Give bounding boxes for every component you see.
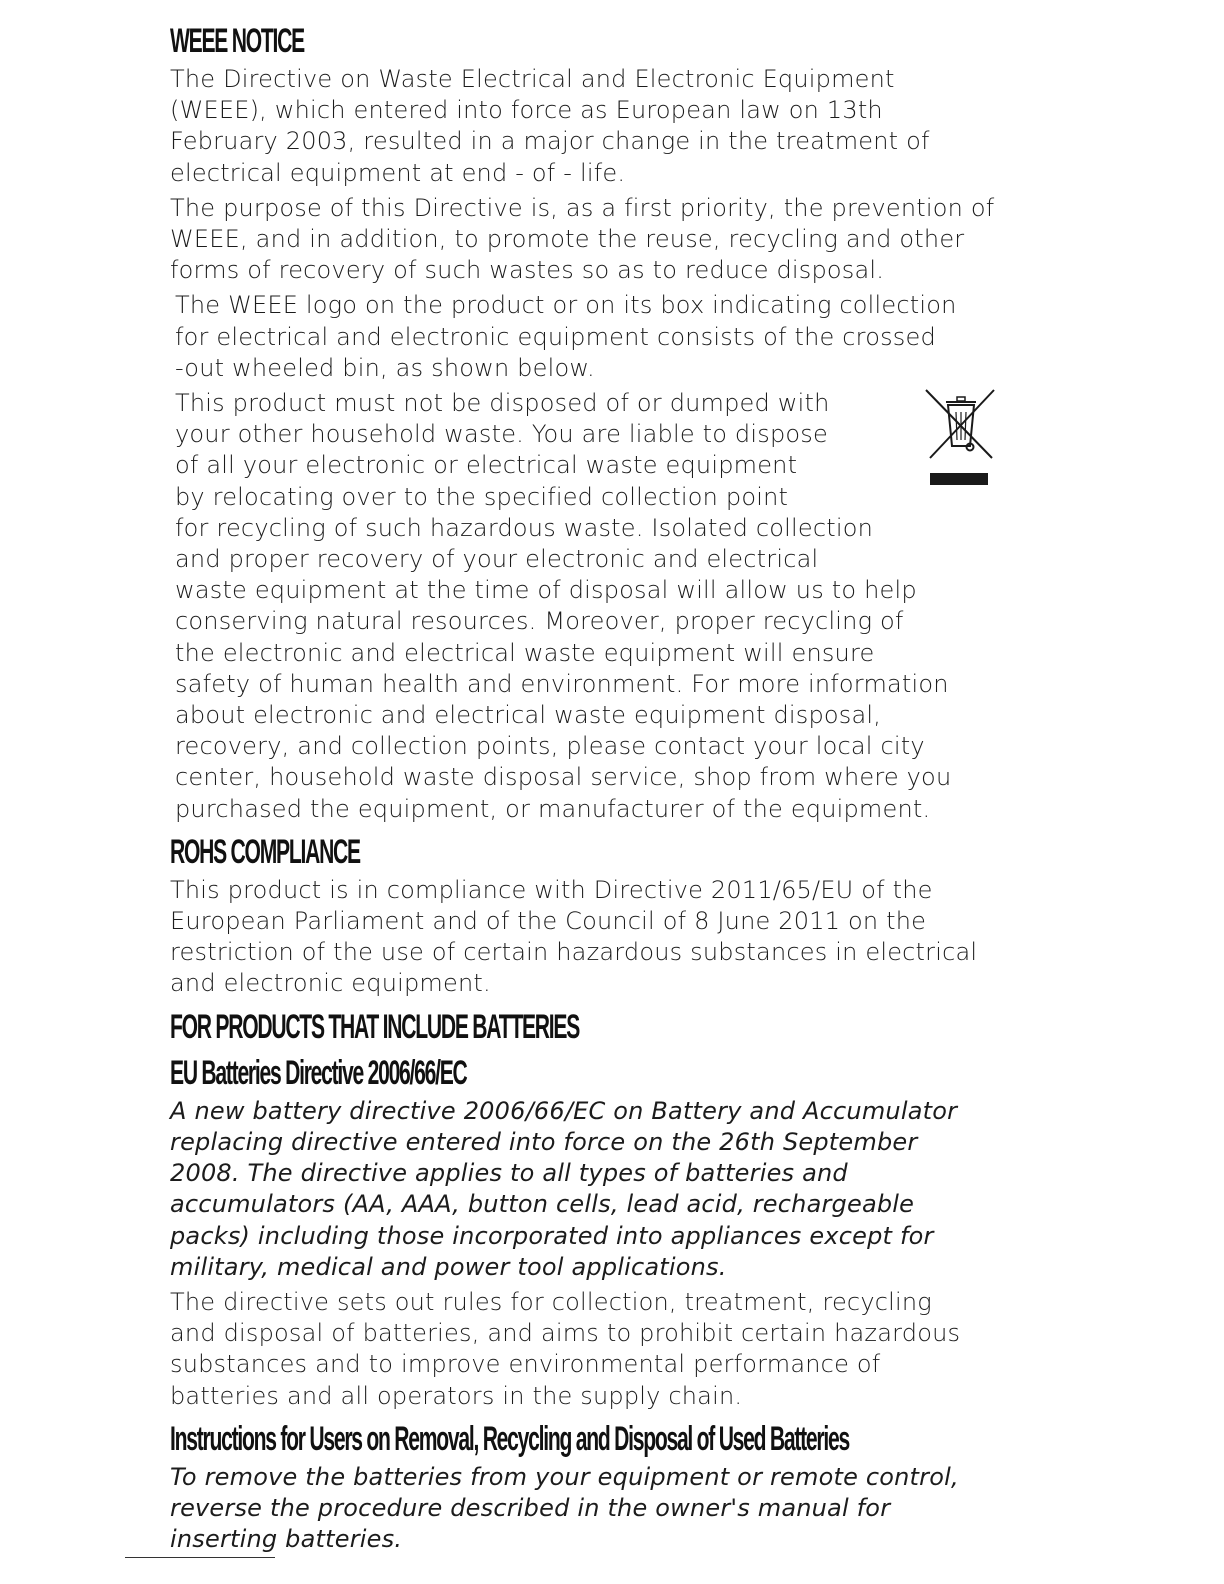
weee-paragraph-3: The WEEE logo on the product or on its box indicating collection for electrical and electronic equipment consists of the crossed -out wheeled bin, as shown below. [175, 291, 957, 382]
document-page [170, 18, 1000, 1559]
rohs-paragraph: This product is in compliance with Directive 2011/65/EU of the European Parliament and of the Council of 8 June 2011 on the restriction of the use of certain hazardous substances in electrical and electronic equipment. [170, 875, 978, 998]
weee-heading: WEEE NOTICE [170, 22, 304, 60]
crossed-out-wheeled-bin-icon [920, 388, 1000, 488]
batteries-paragraph-1: A new battery directive 2006/66/EC on Battery and Accumulator replacing directive entered into force on the 26th September 2008. The directive applies to all types of batteries and accumulators (AA, AAA, button cells, lead acid, rechargeable packs) including those incorporated into appliances except for military, medical and power tool applications. [170, 1096, 958, 1281]
weee-disposal-block [170, 388, 1000, 825]
batteries-paragraph-2: The directive sets out rules for collection, treatment, recycling and disposal of batteries, and aims to prohibit certain hazardous substances and to improve environmental performance of batteries and all operators in the supply chain. [170, 1287, 961, 1410]
batteries-heading: FOR PRODUCTS THAT INCLUDE BATTERIES [170, 1007, 580, 1046]
weee-paragraph-4: This product must not be disposed of or dumped with your other household waste. You are liable to dispose of all your electronic or electrical waste equipment by relocating over to the specified collection point for recycling of such hazardous waste. Isolated collection and proper recovery of your electronic and electrical waste equipment at the time of disposal will allow us to help conserving natural resources. Moreover, proper recycling of the electronic and electrical waste equipment will ensure safety of human health and environment. For more information about electronic and electrical waste equipment disposal, recovery, and collection points, please contact your local city center, household waste disposal service, shop from where you purchased the equipment, or manufacturer of the equipment. [175, 389, 952, 823]
footer-rule [125, 1557, 275, 1558]
batteries-directive-subheading: EU Batteries Directive 2006/66/EC [170, 1053, 467, 1092]
weee-paragraph-1: The Directive on Waste Electrical and Electronic Equipment (WEEE), which entered into force as European law on 13th February 2003, resulted in a major change in the treatment of electrical equipment at end - of - life. [170, 65, 930, 187]
instructions-heading: Instructions for Users on Removal, Recycling and Disposal of Used Batteries [170, 1419, 849, 1458]
rohs-heading: ROHS COMPLIANCE [170, 832, 360, 871]
weee-paragraph-2: The purpose of this Directive is, as a first priority, the prevention of WEEE, and in addition, to promote the reuse, recycling and other forms of recovery of such wastes so as to reduce disposal. [170, 193, 995, 285]
instructions-paragraph: To remove the batteries from your equipment or remote control, reverse the procedure described in the owner's manual for inserting batteries. [170, 1462, 959, 1554]
